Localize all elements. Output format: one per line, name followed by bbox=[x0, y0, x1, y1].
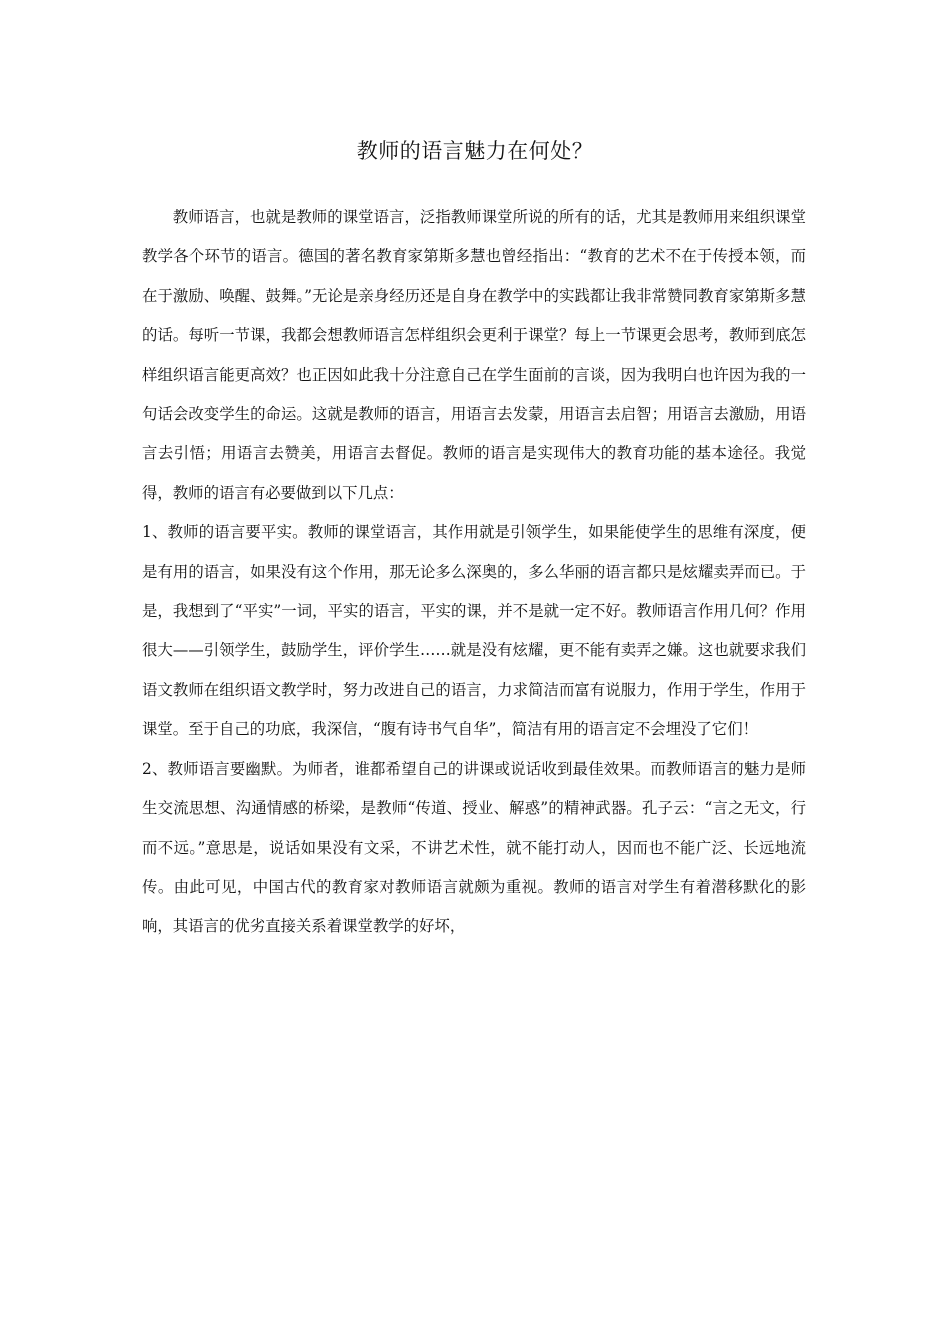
paragraph-point-1: 1、教师的语言要平实。教师的课堂语言，其作用就是引领学生，如果能使学生的思维有深度，便是有用的语言，如果没有这个作用，那无论多么深奥的，多么华丽的语言都只是炫耀卖弄而已。于是，我想到了“平实”一词，平实的语言，平实的课，并不是就一定不好。教师语言作用几何？作用很大——引领学生，鼓励学生，评价学生……就是没有炫耀，更不能有卖弄之嫌。这也就要求我们语文教师在组织语文教学时，努力改进自己的语言，力求简洁而富有说服力，作用于学生，作用于课堂。至于自己的功底，我深信，“腹有诗书气自华”，简洁有用的语言定不会埋没了它们！ bbox=[142, 523, 806, 739]
paragraph-intro: 教师语言，也就是教师的课堂语言，泛指教师课堂所说的所有的话，尤其是教师用来组织课堂教学各个环节的语言。德国的著名教育家第斯多慧也曾经指出：“教育的艺术不在于传授本领，而在于激励、唤醒、鼓舞。”无论是亲身经历还是自身在教学中的实践都让我非常赞同教育家第斯多慧的话。每听一节课，我都会想教师语言怎样组织会更利于课堂？每上一节课更会思考，教师到底怎样组织语言能更高效？也正因如此我十分注意自己在学生面前的言谈，因为我明白也许因为我的一句话会改变学生的命运。这就是教师的语言，用语言去发蒙，用语言去启智；用语言去激励，用语言去引悟；用语言去赞美，用语言去督促。教师的语言是实现伟大的教育功能的基本途径。我觉得，教师的语言有必要做到以下几点： bbox=[142, 208, 806, 502]
document-title: 教师的语言魅力在何处？ bbox=[356, 139, 594, 163]
document-body bbox=[142, 198, 806, 947]
paragraph-point-2: 2、教师语言要幽默。为师者，谁都希望自己的讲课或说话收到最佳效果。而教师语言的魅力是师生交流思想、沟通情感的桥梁，是教师“传道、授业、解惑”的精神武器。孔子云：“言之无文，行而不远。”意思是，说话如果没有文采，不讲艺术性，就不能打动人，因而也不能广泛、长远地流传。由此可见，中国古代的教育家对教师语言就颇为重视。教师的语言对学生有着潜移默化的影响，其语言的优劣直接关系着课堂教学的好坏， bbox=[142, 759, 806, 936]
